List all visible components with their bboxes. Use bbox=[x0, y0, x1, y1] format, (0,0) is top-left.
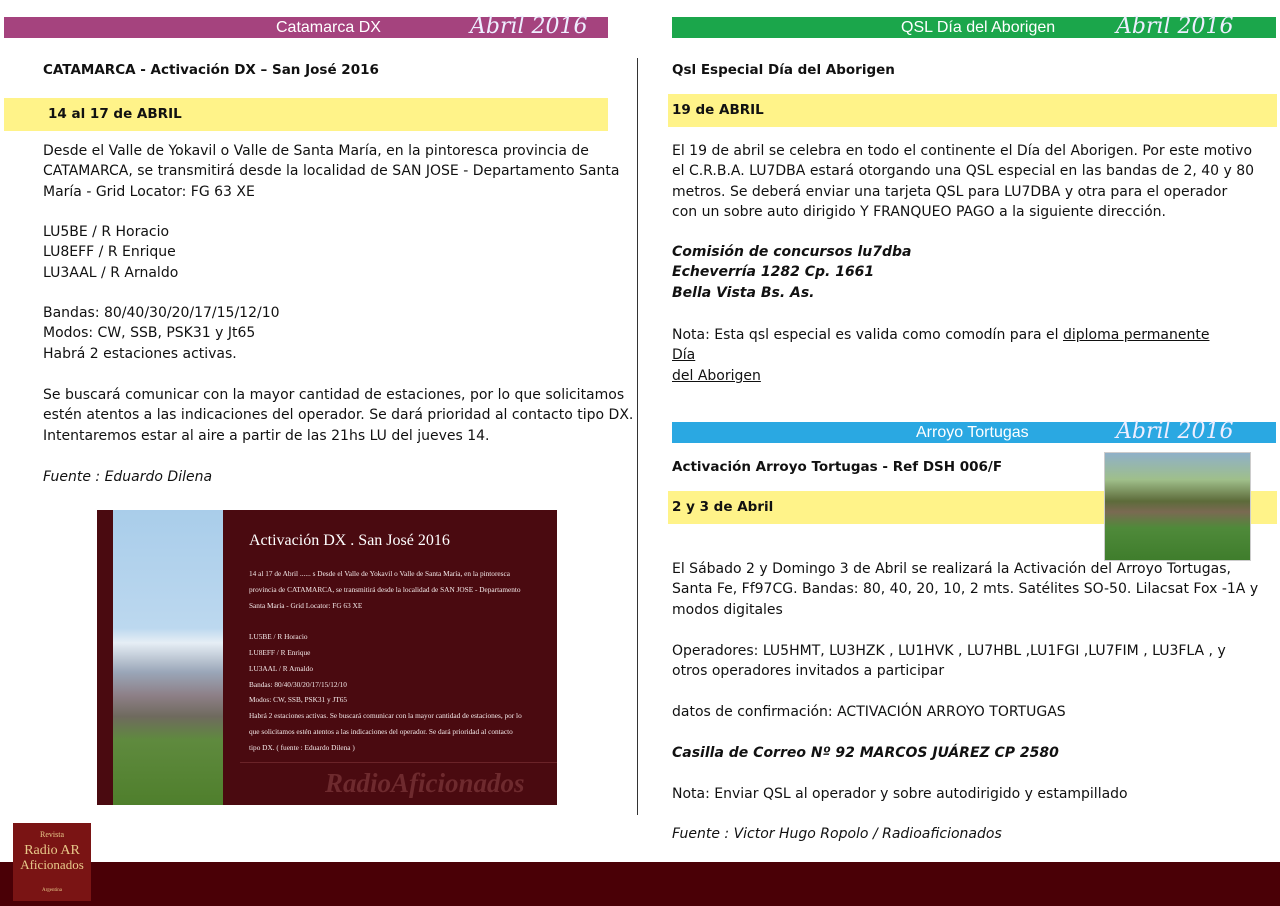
section-band-arroyo bbox=[672, 419, 1276, 444]
footer-bar bbox=[0, 862, 1280, 906]
article-heading: Activación Arroyo Tortugas - Ref DSH 006/F bbox=[672, 459, 1003, 475]
body-text: El Sábado 2 y Domingo 3 de Abril se realizará la Activación del Arroyo Tortugas, Santa Fe, Ff97CG. Bandas: 80, 40, 20, 10, 2 mts. Satélites SO-50. Lilacsat Fox -1A y modos digitales bbox=[672, 561, 1259, 618]
note-text: Nota: Enviar QSL al operador y sobre autodirigido y estampillado bbox=[672, 786, 1128, 802]
operators-text: Operadores: LU5HMT, LU3HZK , LU1HVK , LU7HBL ,LU1FGI ,LU7FIM , LU3FLA , y otros operadores invitados a participar bbox=[672, 643, 1226, 680]
date-text: 14 al 17 de ABRIL bbox=[48, 106, 182, 122]
card-watermark: RadioAficionados bbox=[325, 768, 525, 798]
band-month: Abril 2016 bbox=[470, 14, 588, 39]
logo-top: Revista bbox=[40, 830, 64, 839]
section-band-aborigen bbox=[672, 14, 1276, 39]
date-banner bbox=[668, 94, 1277, 127]
diploma-link[interactable]: diploma permanente Día bbox=[672, 327, 1210, 364]
intro-text: Desde el Valle de Yokavil o Valle de Santa María, en la pintoresca provincia de CATAMARCA, se transmitirá desde la localidad de SAN JOSE - Departamento Santa María - Grid Locator: FG 63 XE bbox=[43, 143, 620, 200]
logo-bottom: Argentina bbox=[42, 888, 62, 893]
date-text: 2 y 3 de Abril bbox=[672, 499, 774, 515]
card-divider bbox=[240, 762, 557, 763]
note-text bbox=[672, 325, 1232, 386]
body-text: El 19 de abril se celebra en todo el continente el Día del Aborigen. Por este motivo el C.R.B.A. LU7DBA estará otorgando una QSL especial en las bandas de 2, 40 y 80 metros. Se deberá enviar una tarjeta QSL para LU7DBA y otra para el operador con un sobre auto dirigido Y FRANQUEO PAGO a la siguiente dirección. bbox=[672, 143, 1255, 220]
band-title: QSL Día del Aborigen bbox=[901, 19, 1056, 36]
confirm-text: datos de confirmación: ACTIVACIÓN ARROYO TORTUGAS bbox=[672, 704, 1066, 720]
activation-image-card bbox=[97, 510, 557, 805]
band-title: Catamarca DX bbox=[276, 19, 381, 36]
card-body: 14 al 17 de Abril ...... s Desde el Valle de Yokavil o Valle de Santa María, en la pintoresca provincia de CATAMARCA, se transmitirá desde la localidad de SAN JOSE - Departamento Santa María - Grid Locator: FG 63 XE LU5BE / R Horacio LU8EFF / R Enrique LU3AAL / R Arnaldo Bandas: 80/40/30/20/17/15/12/10 Modos: CW, SSB, PSK31 y JT65 Habrá 2 estaciones activas. Se buscará comunicar con la mayor cantidad de estaciones, por lo que solicitamos estén atentos a las indicaciones del operador. Se dará prioridad al contacto tipo DX. ( fuente : Eduardo Dilena ) bbox=[249, 569, 522, 752]
card-title: Activación DX . San José 2016 bbox=[249, 532, 450, 549]
source-text: Fuente : Eduardo Dilena bbox=[43, 469, 213, 485]
mountain-photo bbox=[113, 510, 223, 805]
date-text: 19 de ABRIL bbox=[672, 102, 764, 118]
po-box-text: Casilla de Correo Nº 92 MARCOS JUÁREZ CP 2580 bbox=[672, 745, 1059, 761]
magazine-logo bbox=[13, 823, 91, 901]
address-text: Comisión de concursos lu7dba Echeverría 1282 Cp. 1661 Bella Vista Bs. As. bbox=[672, 244, 912, 301]
column-divider bbox=[637, 58, 638, 815]
arroyo-qsl-image bbox=[1104, 452, 1251, 561]
bands-text: Bandas: 80/40/30/20/17/15/12/10 Modos: CW, SSB, PSK31 y Jt65 Habrá 2 estaciones activas. bbox=[43, 305, 280, 362]
band-month: Abril 2016 bbox=[1116, 419, 1234, 444]
operators-text: LU5BE / R Horacio LU8EFF / R Enrique LU3AAL / R Arnaldo bbox=[43, 224, 179, 281]
note-prefix: Nota: Esta qsl especial es valida como comodín para el bbox=[672, 327, 1063, 343]
diploma-link-cont[interactable]: del Aborigen bbox=[672, 367, 761, 384]
article-heading: CATAMARCA - Activación DX – San José 2016 bbox=[43, 62, 379, 78]
article-heading: Qsl Especial Día del Aborigen bbox=[672, 62, 895, 78]
band-title: Arroyo Tortugas bbox=[916, 424, 1029, 441]
date-banner bbox=[4, 98, 608, 131]
source-text: Fuente : Victor Hugo Ropolo / Radioaficionados bbox=[672, 826, 1002, 842]
note-text: Se buscará comunicar con la mayor cantidad de estaciones, por lo que solicitamos estén atentos a las indicaciones del operador. Se dará prioridad al contacto tipo DX. Intentaremos estar al aire a partir de las 21hs LU del jueves 14. bbox=[43, 387, 634, 444]
section-band-catamarca bbox=[4, 14, 608, 39]
logo-line2: Aficionados bbox=[20, 857, 84, 872]
band-month: Abril 2016 bbox=[1116, 14, 1234, 39]
logo-line1: Radio AR bbox=[24, 843, 80, 858]
